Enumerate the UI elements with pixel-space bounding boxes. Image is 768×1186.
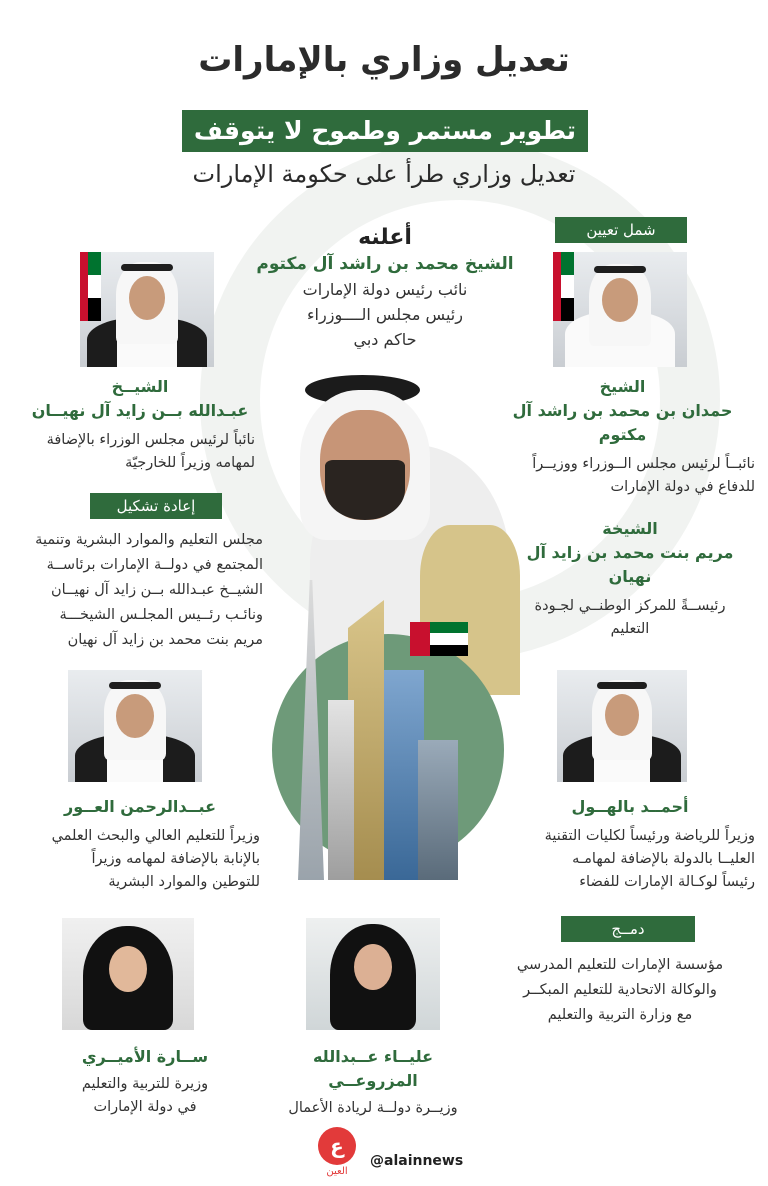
person-abdullah (25, 375, 255, 475)
person-desc: وزيراً للتعليم العالي والبحث العلمي (51, 828, 260, 844)
person-name: مريم بنت محمد بن زايد آل نهيان (526, 543, 734, 586)
uae-flag-icon (410, 622, 468, 656)
person-desc: العليــا بالدولة بالإضافة لمهامـه (572, 851, 755, 867)
person-name: أحمــد بالهــول (571, 797, 689, 816)
portrait-abdullah (80, 252, 214, 367)
portrait-ahmad (557, 670, 687, 782)
person-title: الشيخة (602, 519, 658, 538)
person-title: الشيــخ (111, 377, 169, 396)
portrait-hamdan (553, 252, 687, 367)
person-mariam (505, 517, 755, 641)
portrait-abdulrahman (68, 670, 202, 782)
announcer-name: الشيخ محمد بن راشد آل مكتوم (256, 254, 514, 274)
person-desc: وزيــرة دولــة لريادة الأعمال (288, 1100, 458, 1116)
person-desc: نائباً لرئيس مجلس الوزراء بالإضافة (46, 432, 255, 448)
person-desc: التعليم (610, 621, 650, 637)
restructure-line: الشيــخ عبـدالله بــن زايد آل نهيــان (50, 582, 263, 598)
person-desc: وزيراً للرياضة ورئيساً لكليات التقنية (544, 828, 755, 844)
portrait-alia (306, 918, 440, 1030)
person-name: عليــاء عــبدالله المزروعــي (312, 1047, 434, 1090)
portrait-sarah (62, 918, 194, 1030)
person-desc: في دولة الإمارات (93, 1099, 197, 1115)
person-desc: بالإنابة بالإضافة لمهامه وزيراً (91, 851, 260, 867)
person-ahmad (505, 795, 755, 894)
tag-merge: دمــج (561, 916, 695, 942)
restructure-line: المجتمع في دولــة الإمارات برئاســة (46, 557, 263, 573)
announcer-line: نائب رئيس دولة الإمارات (302, 280, 468, 299)
tag-appointments: شمل تعيين (555, 217, 687, 243)
announcer-line: حاكم دبي (353, 330, 417, 349)
headline-banner: تطوير مستمر وطموح لا يتوقف (182, 110, 588, 152)
person-name: ســارة الأميــري (81, 1047, 209, 1066)
person-name: حمدان بن محمد بن راشد آل مكتوم (512, 401, 733, 444)
person-desc: وزيرة للتربية والتعليم (81, 1076, 209, 1092)
person-desc: نائبــاً لرئيس مجلس الــوزراء ووزيــراً (532, 456, 755, 472)
person-title: الشيخ (599, 377, 646, 396)
merge-line: مؤسسة الإمارات للتعليم المدرسي (516, 957, 724, 973)
announcer-label: أعلنه (358, 225, 412, 250)
restructure-line: مريم بنت محمد بن زايد آل نهيان (67, 632, 263, 648)
person-hamdan (490, 375, 755, 499)
alain-logo-icon: ع (318, 1127, 356, 1165)
restructure-line: مجلس التعليم والموارد البشرية وتنمية (35, 532, 263, 548)
restructure-text (18, 528, 263, 653)
merge-line: والوكالة الاتحادية للتعليم المبكــر (523, 982, 717, 998)
announcer-line: رئيس مجلس الــــوزراء (307, 305, 463, 324)
person-desc: للتوطين والموارد البشرية (108, 874, 260, 890)
tag-restructure: إعادة تشكيل (90, 493, 222, 519)
merge-line: مع وزارة التربية والتعليم (547, 1007, 693, 1023)
person-desc: رئيســةً للمركز الوطنــي لجـودة (534, 598, 726, 614)
announcer-block (230, 225, 540, 349)
person-desc: رئيساً لوكـالة الإمارات للفضاء (579, 874, 755, 890)
person-desc: لمهامه وزيراً للخارجيّة (125, 455, 255, 471)
person-sarah (40, 1045, 250, 1119)
person-name: عبـدالله بــن زايد آل نهيــان (31, 401, 249, 420)
merge-text (500, 953, 740, 1028)
person-desc: للدفاع في دولة الإمارات (610, 479, 755, 495)
alain-logo-text: العين (326, 1166, 348, 1177)
restructure-line: ونائـب رئــيس المجلـس الشيخـــة (59, 607, 263, 623)
page-subtitle: تعديل وزاري طرأ على حكومة الإمارات (192, 160, 576, 188)
person-abdulrahman (20, 795, 260, 894)
page-title: تعديل وزاري بالإمارات (198, 40, 570, 80)
person-name: عبــدالرحمن العــور (63, 797, 216, 816)
social-handle: @alainnews (370, 1153, 464, 1169)
person-alia (268, 1045, 478, 1120)
